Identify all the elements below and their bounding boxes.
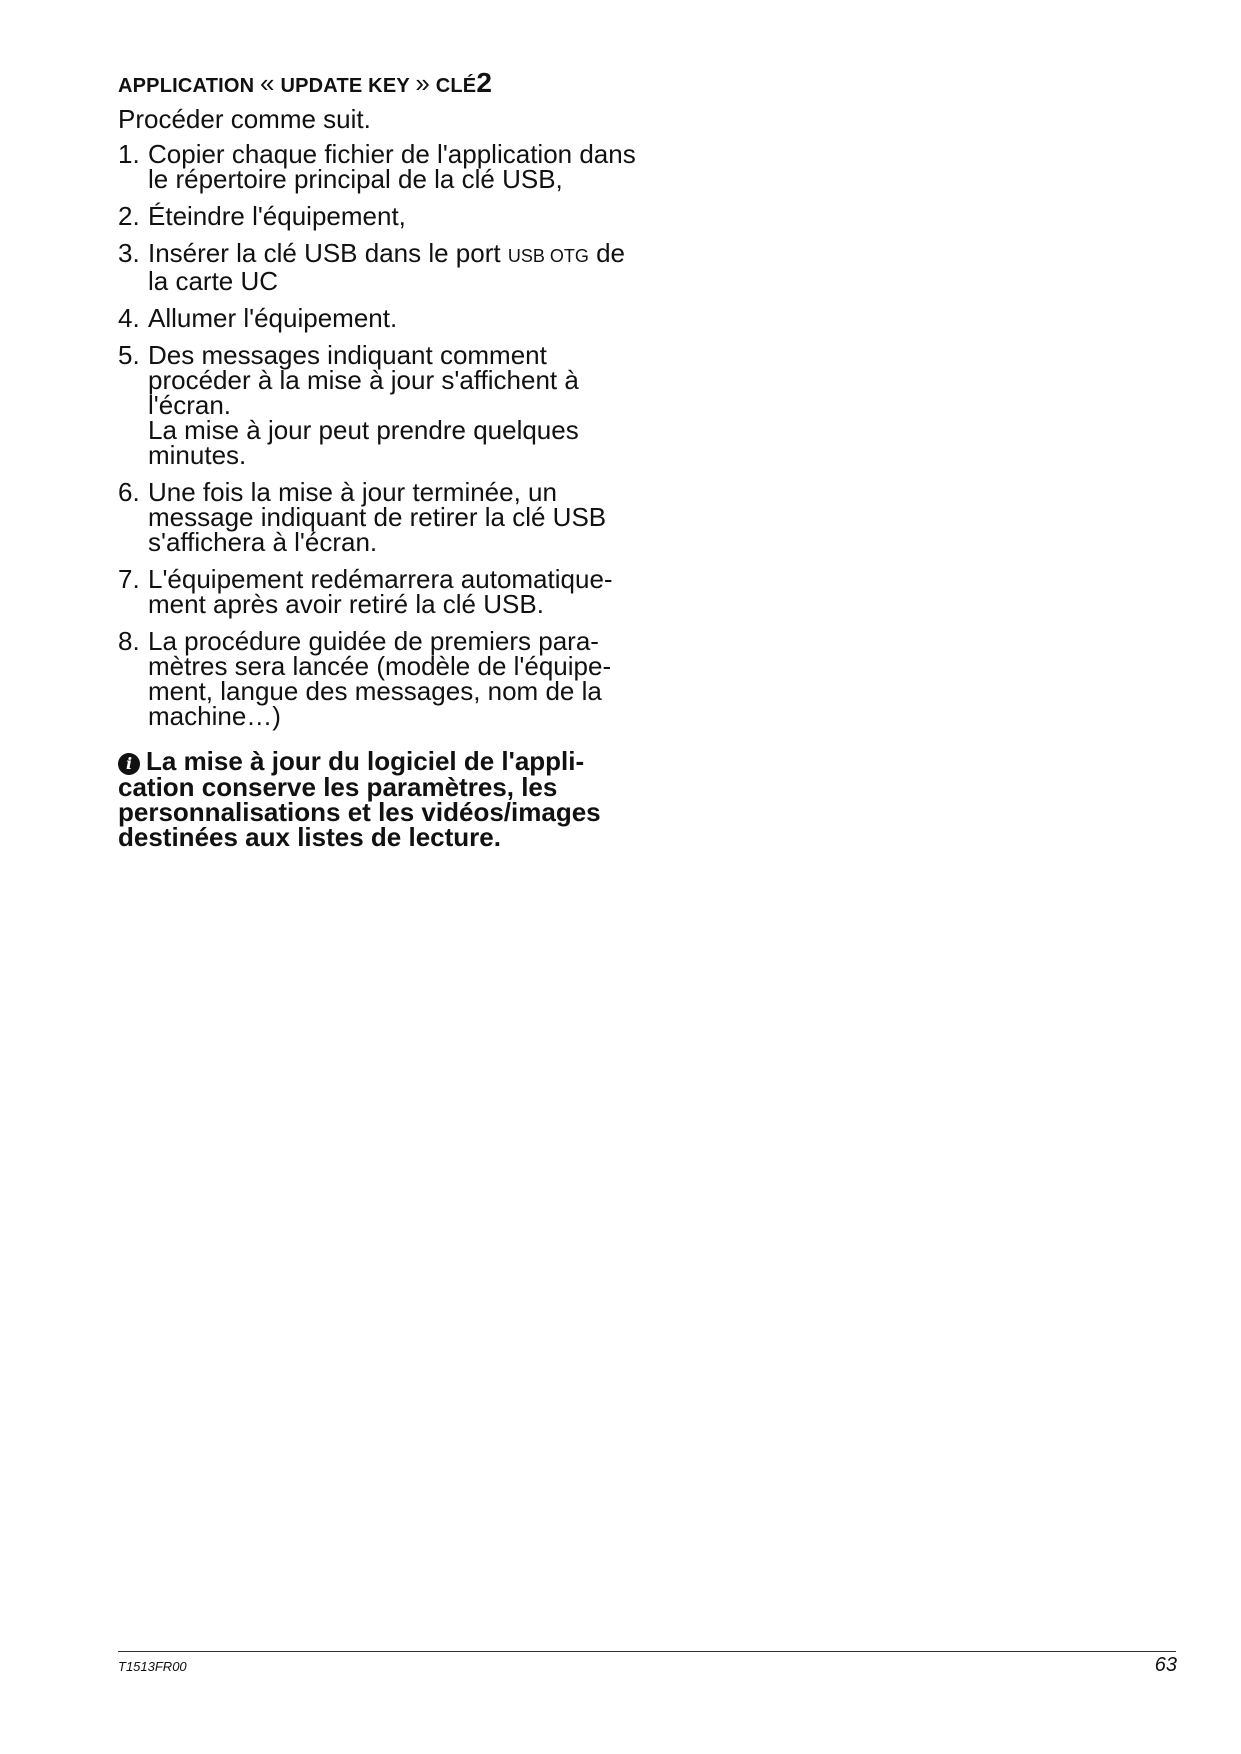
step-text-extra: La mise à jour peut prendre quelques minutes. bbox=[148, 415, 579, 470]
section-heading bbox=[118, 64, 638, 105]
document-code: T1513FR00 bbox=[118, 1659, 187, 1674]
step-item bbox=[118, 303, 638, 333]
heading-part-update-key: UPDATE KEY bbox=[280, 75, 410, 97]
steps-list bbox=[118, 139, 638, 731]
step-text: Allumer l'équipement. bbox=[148, 303, 398, 333]
quote-open: « bbox=[260, 68, 275, 98]
step-number: 7. bbox=[118, 564, 140, 594]
step-text: Copier chaque fichier de l'application dans le répertoire principal de la clé USB, bbox=[148, 139, 636, 194]
info-note bbox=[118, 746, 638, 852]
step-text: La procédure guidée de premiers para-mètres sera lancée (modèle de l'équipe-ment, langue des messages, nom de la machine…) bbox=[148, 626, 612, 731]
step-number: 2. bbox=[118, 201, 140, 231]
step-item bbox=[118, 139, 638, 194]
port-name: USB OTG bbox=[507, 246, 589, 266]
footer-divider bbox=[118, 1651, 1176, 1652]
step-number: 8. bbox=[118, 626, 140, 656]
quote-close: » bbox=[415, 68, 430, 98]
step-text: L'équipement redémarrera automatique-ment après avoir retiré la clé USB. bbox=[148, 564, 613, 619]
step-number: 6. bbox=[118, 477, 140, 507]
note-text: La mise à jour du logiciel de l'appli-cation conserve les paramètres, les personnalisations et les vidéos/images destinées aux listes de lecture. bbox=[118, 746, 601, 852]
step-text: Des messages indiquant comment procéder à la mise à jour s'affichent à l'écran. bbox=[148, 340, 579, 420]
step-item bbox=[118, 201, 638, 231]
step-text-continued: de la carte UC bbox=[148, 238, 626, 296]
step-item bbox=[118, 340, 638, 470]
step-item bbox=[118, 564, 638, 619]
info-icon: i bbox=[118, 753, 140, 775]
step-number: 5. bbox=[118, 340, 140, 370]
step-number: 4. bbox=[118, 303, 140, 333]
intro-text: Procéder comme suit. bbox=[118, 104, 371, 134]
heading-part-application: APPLICATION bbox=[118, 75, 255, 97]
step-item bbox=[118, 477, 638, 557]
step-text: Une fois la mise à jour terminée, un message indiquant de retirer la clé USB s'affichera à l'écran. bbox=[148, 477, 607, 557]
step-item bbox=[118, 238, 638, 296]
heading-number: 2 bbox=[476, 67, 493, 98]
step-number: 1. bbox=[118, 139, 140, 169]
step-number: 3. bbox=[118, 238, 140, 268]
page-number: 63 bbox=[1154, 1654, 1177, 1676]
heading-part-cle: CLÉ bbox=[435, 75, 477, 97]
step-text: Éteindre l'équipement, bbox=[148, 201, 406, 231]
content-column bbox=[118, 64, 638, 850]
step-item bbox=[118, 626, 638, 731]
step-text: Insérer la clé USB dans le port bbox=[148, 238, 508, 268]
